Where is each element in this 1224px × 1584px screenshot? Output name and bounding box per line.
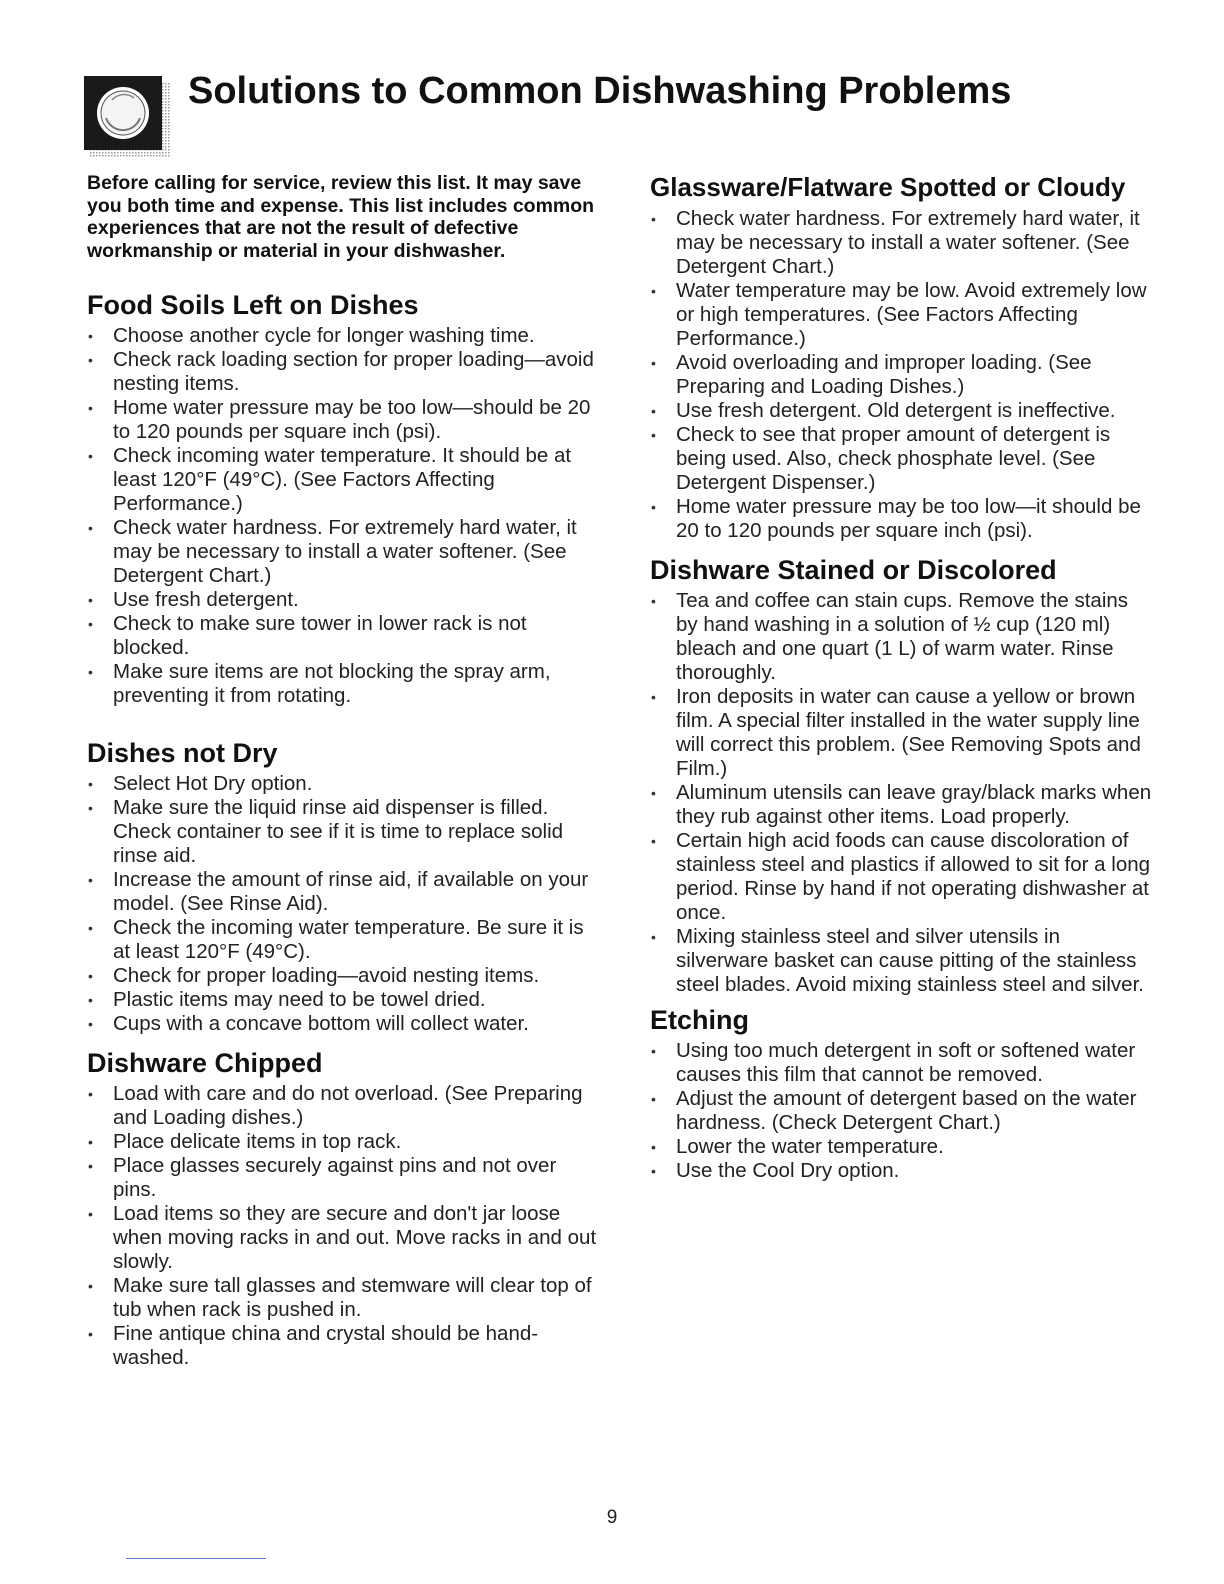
list-item: • Choose another cycle for longer washing time. [87,324,597,348]
footer-divider [126,1558,266,1559]
section-title: Food Soils Left on Dishes [87,290,419,320]
list-item: • Water temperature may be low. Avoid extremely low or high temperatures. (See Factors Affecting Performance.) [650,279,1155,351]
list-item: • Make sure the liquid rinse aid dispenser is filled. Check container to see if it is time to replace solid rinse aid. [87,796,597,868]
intro-text: Before calling for service, review this list. It may save you both time and expense. This list includes common experiences that are not the result of defective workmanship or material in your dishwasher. [87,172,595,262]
right-column [650,172,1155,1183]
list-item: • Make sure items are not blocking the spray arm, preventing it from rotating. [87,660,597,708]
list-item: • Aluminum utensils can leave gray/black marks when they rub against other items. Load properly. [650,781,1155,829]
section-dishes-not-dry [87,738,597,1036]
list-item: • Certain high acid foods can cause discoloration of stainless steel and plastics if allowed to sit for a long period. Rinse by hand if not operating dishwasher at once. [650,829,1155,925]
section-dishware-chipped [87,1048,597,1370]
list-item: • Load with care and do not overload. (See Preparing and Loading dishes.) [87,1082,597,1130]
left-column [87,172,597,1370]
list-item: • Cups with a concave bottom will collect water. [87,1012,597,1036]
list-item: • Adjust the amount of detergent based on the water hardness. (Check Detergent Chart.) [650,1087,1155,1135]
list-item: • Fine antique china and crystal should be hand-washed. [87,1322,597,1370]
list-item: • Check for proper loading—avoid nesting items. [87,964,597,988]
page-number: 9 [606,1507,618,1528]
list-item: • Check the incoming water temperature. Be sure it is at least 120°F (49°C). [87,916,597,964]
list-item: • Select Hot Dry option. [87,772,597,796]
dishwasher-logo-icon [84,74,172,160]
section-food-soils [87,290,597,708]
list-item: • Iron deposits in water can cause a yellow or brown film. A special filter installed in the water supply line will correct this problem. (See Removing Spots and Film.) [650,685,1155,781]
section-title: Dishware Stained or Discolored [650,555,1057,585]
list-item: • Use fresh detergent. Old detergent is ineffective. [650,399,1155,423]
list-item: • Using too much detergent in soft or softened water causes this film that cannot be removed. [650,1039,1155,1087]
list-item: • Tea and coffee can stain cups. Remove the stains by hand washing in a solution of ½ cup (120 ml) bleach and one quart (1 L) of warm water. Rinse thoroughly. [650,589,1155,685]
list-item: • Avoid overloading and improper loading. (See Preparing and Loading Dishes.) [650,351,1155,399]
section-title: Dishes not Dry [87,738,278,768]
bullet-list [650,1039,1155,1183]
section-etching [650,1005,1155,1183]
section-dishware-stained [650,555,1155,997]
list-item: • Increase the amount of rinse aid, if available on your model. (See Rinse Aid). [87,868,597,916]
bullet-list [650,589,1155,997]
list-item: • Home water pressure may be too low—should be 20 to 120 pounds per square inch (psi). [87,396,597,444]
section-glassware-spotted [650,172,1155,543]
list-item: • Check rack loading section for proper loading—avoid nesting items. [87,348,597,396]
list-item: • Check water hardness. For extremely hard water, it may be necessary to install a water softener. (See Detergent Chart.) [650,207,1155,279]
bullet-list [87,772,597,1036]
section-title: Etching [650,1005,749,1035]
list-item: • Place glasses securely against pins and not over pins. [87,1154,597,1202]
list-item: • Use fresh detergent. [87,588,597,612]
list-item: • Mixing stainless steel and silver utensils in silverware basket can cause pitting of the stainless steel blades. Avoid mixing stainless steel and silver. [650,925,1155,997]
list-item: • Check incoming water temperature. It should be at least 120°F (49°C). (See Factors Affecting Performance.) [87,444,597,516]
list-item: • Make sure tall glasses and stemware will clear top of tub when rack is pushed in. [87,1274,597,1322]
list-item: • Check to make sure tower in lower rack is not blocked. [87,612,597,660]
section-title: Dishware Chipped [87,1048,323,1078]
list-item: • Lower the water temperature. [650,1135,1155,1159]
page-title: Solutions to Common Dishwashing Problems [188,70,1012,112]
page-header [84,68,1144,158]
list-item: • Check to see that proper amount of detergent is being used. Also, check phosphate level. (See Detergent Dispenser.) [650,423,1155,495]
bullet-list [87,324,597,708]
bullet-list [650,207,1155,543]
list-item: • Check water hardness. For extremely hard water, it may be necessary to install a water softener. (See Detergent Chart.) [87,516,597,588]
list-item: • Plastic items may need to be towel dried. [87,988,597,1012]
bullet-list [87,1082,597,1370]
section-title: Glassware/Flatware Spotted or Cloudy [650,172,1126,202]
list-item: • Place delicate items in top rack. [87,1130,597,1154]
list-item: • Home water pressure may be too low—it should be 20 to 120 pounds per square inch (psi). [650,495,1155,543]
list-item: • Use the Cool Dry option. [650,1159,1155,1183]
list-item: • Load items so they are secure and don't jar loose when moving racks in and out. Move racks in and out slowly. [87,1202,597,1274]
